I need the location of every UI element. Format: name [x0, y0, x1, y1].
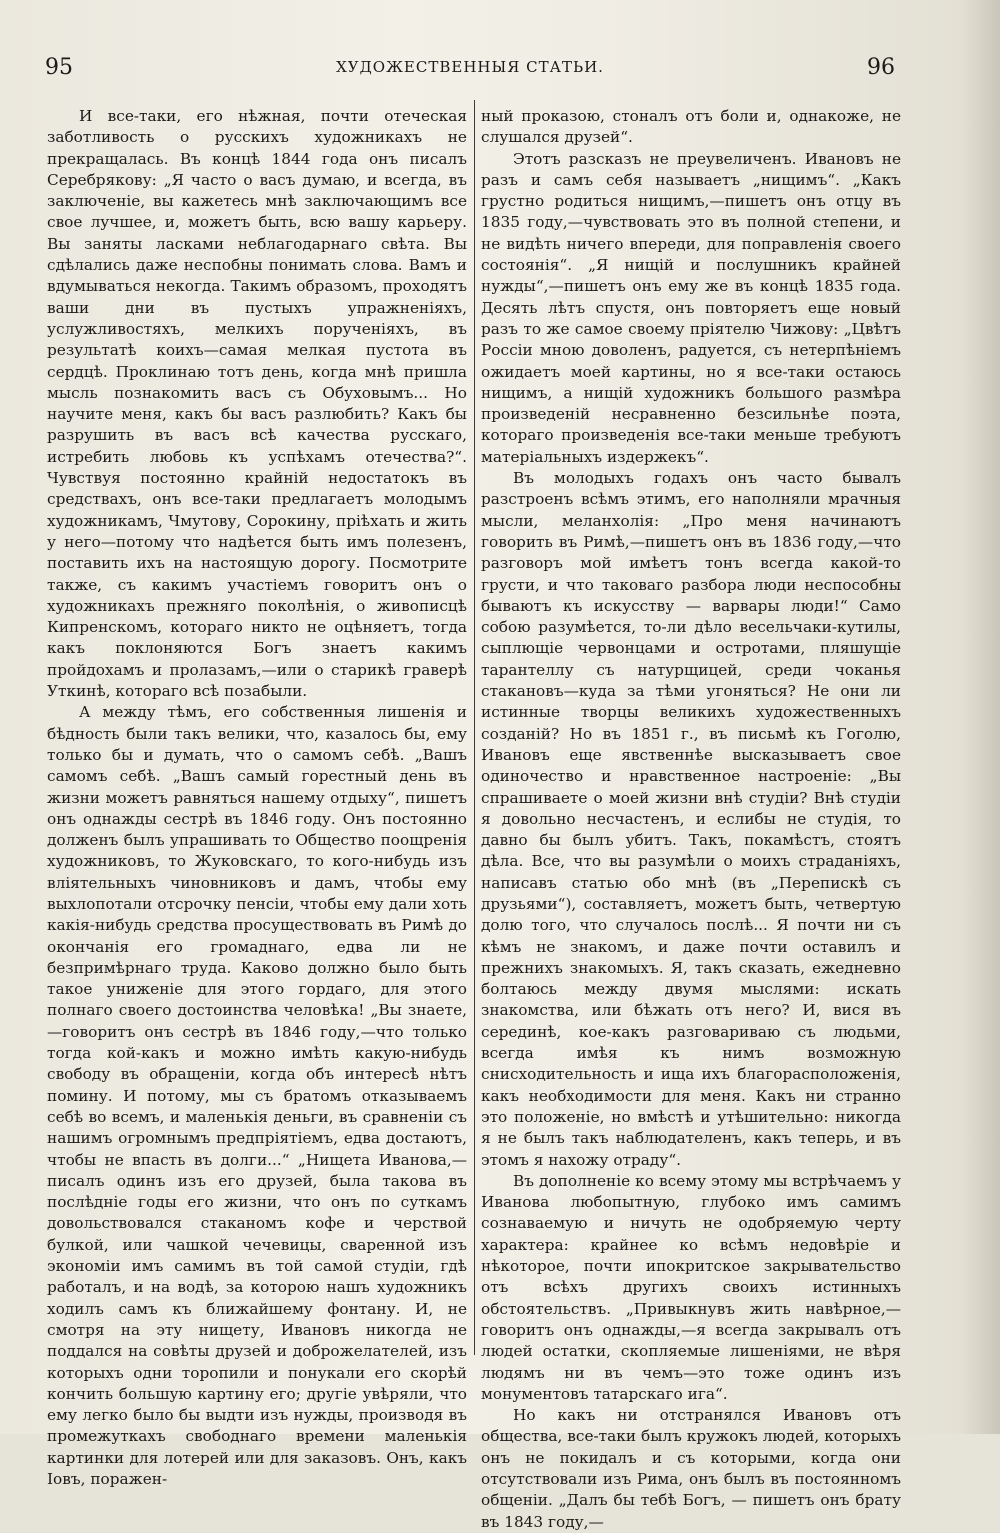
paragraph: Но какъ ни отстранялся Ивановъ отъ общества, все-таки былъ кружокъ людей, которыхъ онъ не покидалъ и съ которыми, когда они отсутствовали изъ Рима, онъ былъ въ постоянномъ общеніи. „Далъ бы тебѣ Богъ, — пишетъ онъ брату въ 1843 году,—: [481, 1406, 901, 1531]
page-number-left: 95: [45, 55, 73, 80]
running-header: [45, 55, 895, 85]
paragraph: Въ дополненіе ко всему этому мы встрѣчаемъ у Иванова любопытную, глубоко имъ самимъ сознаваемую и ничуть не одобряемую черту характера: крайнее ко всѣмъ недовѣріе и нѣкоторое, почти ипокритское закрывательство отъ всѣхъ другихъ своихъ истинныхъ обстоятельствъ. „Привыкнувъ жить навѣрное,—говоритъ онъ однажды,—я всегда закрывалъ отъ людей остатки, скопляемые лишеніями, не вѣря людямъ ни въ чемъ—это тоже одинъ изъ монументовъ татарскаго ига“.: [481, 1171, 901, 1403]
column-divider: [474, 100, 475, 1355]
page-edge-shadow: [960, 0, 1000, 1434]
right-column: [481, 106, 901, 1533]
page-number-right: 96: [867, 55, 895, 80]
running-title: ХУДОЖЕСТВЕННЫЯ СТАТЬИ.: [336, 58, 604, 76]
left-column: [47, 106, 467, 1490]
paragraph: А между тѣмъ, его собственныя лишенія и бѣдность были такъ велики, что, казалось бы, ему только бы и думать, что о самомъ себѣ. „Вашъ самомъ себѣ. „Вашъ самый горестный день въ жизни можетъ равняться нашему отдыху“, пишетъ онъ однажды сестрѣ въ 1846 году. Онъ постоянно долженъ былъ упрашивать то Общество поощренія художниковъ, то Жуковскаго, то кого-нибудь изъ вліятельныхъ чиновниковъ и дамъ, чтобы ему выхлопотали отсрочку пенсіи, чтобы ему дали хоть какія-нибудь средства просуществовать въ Римѣ до окончанія его громаднаго, едва ли не безпримѣрнаго труда. Каково должно было быть такое униженіе для этого гордаго, для этого полнаго своего достоинства человѣка! „Вы знаете,—говоритъ онъ сестрѣ въ 1846 году,—что только тогда кой-какъ и можно имѣть какую-нибудь свободу въ обращеніи, когда объ интересѣ нѣтъ помину. И потому, мы съ братомъ отказываемъ себѣ во всемъ, и маленькія деньги, въ сравненіи съ нашимъ огромнымъ предпріятіемъ, едва достаютъ, чтобы не впасть въ долги...“ „Нищета Иванова,—писалъ одинъ изъ его друзей, была такова въ послѣдніе годы его жизни, что онъ по суткамъ довольствовался стаканомъ кофе и черствой булкой, или чашкой чечевицы, сваренной изъ экономіи имъ самимъ въ той самой студіи, гдѣ работалъ, и на водѣ, за которою нашъ художникъ ходилъ самъ къ ближайшему фонтану. И, не смотря на эту нищету, Ивановъ никогда не поддался на совѣты друзей и доброжелателей, изъ которыхъ одни торопили и понукали его скорѣй кончить большую картину его; другіе увѣряли, что ему легко было бы выдти изъ нужды, производя въ промежуткахъ свободнаго времени маленькія картинки для лотерей или для заказовъ. Онъ, какъ Іовъ, поражен-: [47, 703, 467, 1488]
paragraph-continuation: ный проказою, стоналъ отъ боли и, однакоже, не слушался друзей“.: [481, 107, 901, 147]
paragraph: И все-таки, его нѣжная, почти отеческая заботливость о русскихъ художникахъ не прекращалась. Въ концѣ 1844 года онъ писалъ Серебрякову: „Я часто о васъ думаю, и всегда, въ заключеніе, вы кажетесь мнѣ заключающимъ все свое лучшее, и, можетъ быть, всю вашу карьеру. Вы заняты ласками неблагодарнаго свѣта. Вы сдѣлались даже неспобны понимать слова. Вамъ и вдумываться некогда. Такимъ образомъ, проходятъ ваши дни въ пустыхъ упражненіяхъ, услужливостяхъ, мелкихъ порученіяхъ, въ результатѣ коихъ—самая мелкая пустота въ сердцѣ. Проклинаю тотъ день, когда мнѣ пришла мысль познакомить васъ съ Обуховымъ... Но научите меня, какъ бы васъ разлюбить? Какъ бы разрушить въ васъ всѣ качества русскаго, истребить любовь къ успѣхамъ отечества?“. Чувствуя постоянно крайній недостатокъ въ средствахъ, онъ все-таки предлагаетъ молодымъ художникамъ, Чмутову, Сорокину, пріѣхать и жить у него—потому что надѣется быть имъ полезенъ, поставить ихъ на настоящую дорогу. Посмотрите также, съ какимъ участіемъ говоритъ онъ о художникахъ прежняго поколѣнія, о живописцѣ Кипренскомъ, котораго никто не оцѣняетъ, тогда какъ поклоняются Богъ знаетъ какимъ пройдохамъ и пролазамъ,—или о старикѣ граверѣ Уткинѣ, котораго всѣ позабыли.: [47, 107, 467, 701]
paragraph: Въ молодыхъ годахъ онъ часто бывалъ разстроенъ всѣмъ этимъ, его наполняли мрачныя мысли, меланхолія: „Про меня начинаютъ говорить въ Римѣ,—пишетъ онъ въ 1836 году,—что разговоръ мой имѣетъ тонъ всегда какой-то грусти, и что таковаго разбора люди неспособны бываютъ къ искусству — варвары люди!“ Само собою разумѣется, то-ли дѣло весельчаки-кутилы, сыплющіе червонцами и остротами, пляшущіе тарантеллу съ натурщицей, среди чоканья стакановъ—куда за тѣми угоняться? Не они ли истинные творцы великихъ художественныхъ созданій? Но въ 1851 г., въ письмѣ къ Гоголю, Ивановъ еще явственнѣе высказываетъ свое одиночество и нравственное настроеніе: „Вы спрашиваете о моей жизни внѣ студіи? Внѣ студіи я довольно несчастенъ, и еслибы не студія, то давно бы былъ убитъ. Такъ, покамѣстъ, стоятъ дѣла. Все, что вы разумѣли о моихъ страданіяхъ, написавъ статью обо мнѣ (въ „Перепискѣ съ друзьями“), составляетъ, можетъ быть, четвертую долю того, что случалось послѣ... Я почти ни съ кѣмъ не знакомъ, и даже почти оставилъ и прежнихъ знакомыхъ. Я, такъ сказать, ежедневно болтаюсь между двумя мыслями: искать знакомства, или бѣжать отъ него? И, вися въ серединѣ, кое-какъ разговариваю съ людьми, всегда имѣя къ нимъ возможную снисходительность и ища ихъ благорасположенія, какъ необходимости для меня. Какъ ни странно это положеніе, но вмѣстѣ и утѣшительно: никогда я не былъ такъ наблюдателенъ, какъ теперь, и въ этомъ я нахожу отраду“.: [481, 469, 901, 1169]
paragraph: Этотъ разсказъ не преувеличенъ. Ивановъ не разъ и самъ себя называетъ „нищимъ“. „Какъ грустно родиться нищимъ,—пишетъ онъ отцу въ 1835 году,—чувствовать это въ полной степени, и не видѣть ничего впереди, для поправленія своего состоянія“. „Я нищій и послушникъ крайней нужды“,—пишетъ онъ ему же въ концѣ 1835 года. Десять лѣтъ спустя, онъ повторяетъ еще новый разъ то же самое своему пріятелю Чижову: „Цвѣтъ Россіи мною доволенъ, радуется, съ нетерпѣніемъ ожидаетъ моей картины, но я все-таки остаюсь нищимъ, а нищій художникъ большого размѣра произведеній несравненно безсильнѣе поэта, котораго произведенія все-таки меньше требуютъ матеріальныхъ издержекъ“.: [481, 149, 901, 466]
